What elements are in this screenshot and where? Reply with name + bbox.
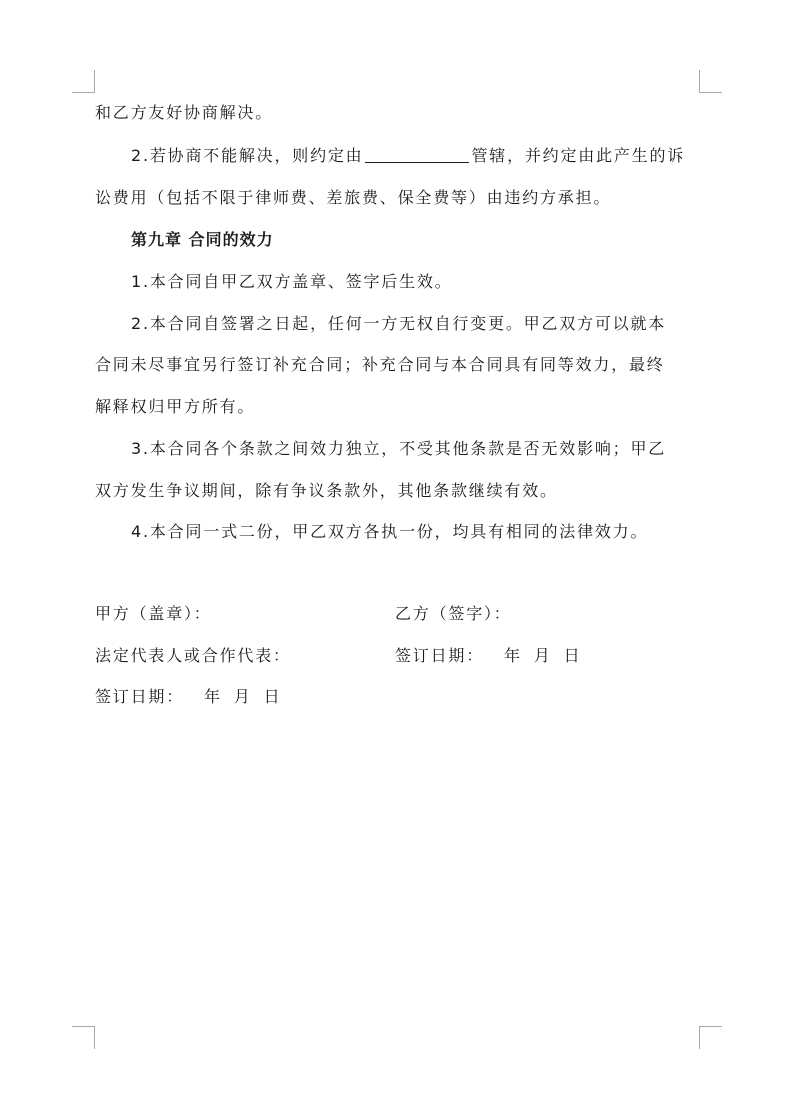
party-b-sign-label: 乙方（签字）： — [395, 604, 512, 623]
effect-clause-2-line-1: 2.本合同自签署之日起，任何一方无权自行变更。甲乙双方可以就本 — [131, 314, 667, 333]
day-label: 日 — [563, 646, 582, 665]
crop-mark-top-left — [72, 70, 95, 93]
year-label: 年 — [504, 646, 522, 665]
chapter-heading: 第九章 合同的效力 — [131, 230, 274, 249]
paragraph-continuation: 和乙方友好协商解决。 — [95, 103, 274, 122]
crop-mark-bottom-left — [72, 1026, 95, 1049]
clause-2-text-before: 2.若协商不能解决，则约定由 — [131, 146, 364, 165]
month-label: 月 — [233, 687, 252, 706]
effect-clause-3-line-1: 3.本合同各个条款之间效力独立，不受其他条款是否无效影响；甲乙 — [131, 439, 667, 458]
effect-clause-2-line-3: 解释权归甲方所有。 — [95, 397, 256, 416]
party-b-sign-date — [395, 646, 581, 666]
legal-representative-label: 法定代表人或合作代表： — [95, 646, 291, 665]
sign-date-label: 签订日期： — [395, 646, 485, 665]
effect-clause-1: 1.本合同自甲乙双方盖章、签字后生效。 — [131, 272, 453, 291]
year-label: 年 — [204, 687, 222, 706]
sign-date-label: 签订日期： — [95, 687, 185, 706]
clause-2-text-after: 管辖，并约定由此产生的诉 — [471, 146, 686, 165]
month-label: 月 — [533, 646, 552, 665]
crop-mark-top-right — [699, 70, 722, 93]
clause-2-line-1 — [131, 146, 685, 166]
jurisdiction-blank-field[interactable] — [365, 146, 469, 163]
effect-clause-4: 4.本合同一式二份，甲乙双方各执一份，均具有相同的法律效力。 — [131, 522, 649, 541]
day-label: 日 — [263, 687, 282, 706]
clause-2-line-2: 讼费用（包括不限于律师费、差旅费、保全费等）由违约方承担。 — [95, 188, 612, 207]
effect-clause-2-line-2: 合同未尽事宜另行签订补充合同；补充合同与本合同具有同等效力，最终 — [95, 355, 665, 374]
party-a-sign-date — [95, 687, 281, 707]
effect-clause-3-line-2: 双方发生争议期间，除有争议条款外，其他条款继续有效。 — [95, 481, 558, 500]
crop-mark-bottom-right — [699, 1026, 722, 1049]
party-a-seal-label: 甲方（盖章）： — [95, 604, 212, 623]
